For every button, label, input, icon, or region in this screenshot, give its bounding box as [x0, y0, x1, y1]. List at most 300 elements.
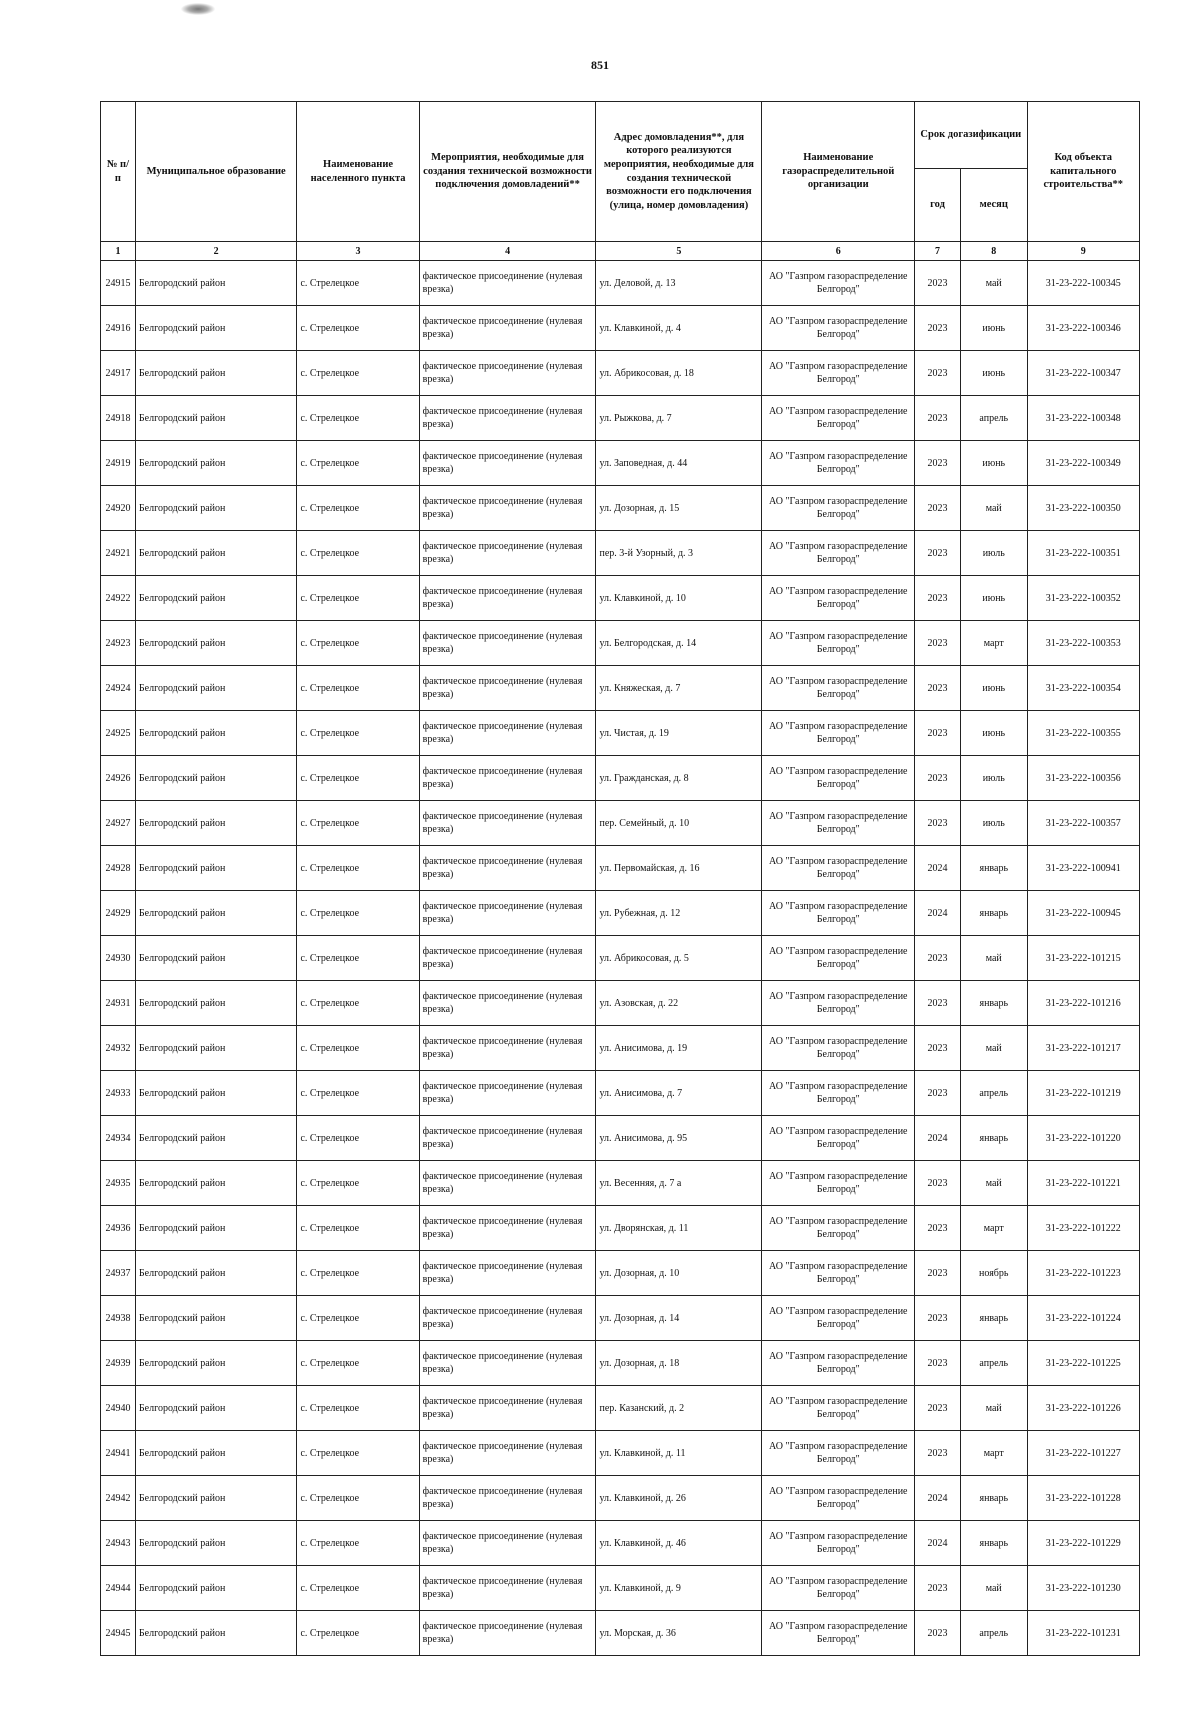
cell-code: 31-23-222-100941: [1027, 846, 1139, 891]
cell-org: АО "Газпром газораспределение Белгород": [762, 576, 915, 621]
table-row: [101, 1161, 1140, 1206]
cell-org: АО "Газпром газораспределение Белгород": [762, 1431, 915, 1476]
table-row: [101, 1341, 1140, 1386]
cell-measure: фактическое присоединение (нулевая врезка): [419, 711, 596, 756]
cell-month: июнь: [960, 441, 1027, 486]
cell-measure: фактическое присоединение (нулевая врезка): [419, 981, 596, 1026]
cell-municipality: Белгородский район: [135, 441, 297, 486]
cell-settlement: с. Стрелецкое: [297, 711, 419, 756]
cell-measure: фактическое присоединение (нулевая врезка): [419, 576, 596, 621]
table-row: [101, 531, 1140, 576]
cell-month: июнь: [960, 666, 1027, 711]
cell-settlement: с. Стрелецкое: [297, 1206, 419, 1251]
cell-num: 24934: [101, 1116, 136, 1161]
cell-address: пер. Казанский, д. 2: [596, 1386, 762, 1431]
cell-settlement: с. Стрелецкое: [297, 486, 419, 531]
cell-measure: фактическое присоединение (нулевая врезка): [419, 936, 596, 981]
cell-org: АО "Газпром газораспределение Белгород": [762, 846, 915, 891]
cell-settlement: с. Стрелецкое: [297, 1521, 419, 1566]
cell-municipality: Белгородский район: [135, 576, 297, 621]
cell-num: 24945: [101, 1611, 136, 1656]
cell-address: ул. Анисимова, д. 7: [596, 1071, 762, 1116]
cell-month: июль: [960, 756, 1027, 801]
cell-address: ул. Клавкиной, д. 4: [596, 306, 762, 351]
cell-year: 2024: [915, 1521, 961, 1566]
cell-month: апрель: [960, 1341, 1027, 1386]
cell-settlement: с. Стрелецкое: [297, 1026, 419, 1071]
cell-settlement: с. Стрелецкое: [297, 1431, 419, 1476]
cell-address: ул. Анисимова, д. 95: [596, 1116, 762, 1161]
cell-year: 2023: [915, 441, 961, 486]
cell-settlement: с. Стрелецкое: [297, 891, 419, 936]
cell-municipality: Белгородский район: [135, 1296, 297, 1341]
cell-code: 31-23-222-101230: [1027, 1566, 1139, 1611]
cell-org: АО "Газпром газораспределение Белгород": [762, 261, 915, 306]
cell-municipality: Белгородский район: [135, 666, 297, 711]
cell-settlement: с. Стрелецкое: [297, 1296, 419, 1341]
cell-num: 24925: [101, 711, 136, 756]
cell-measure: фактическое присоединение (нулевая врезка): [419, 396, 596, 441]
cell-code: 31-23-222-101215: [1027, 936, 1139, 981]
cell-num: 24935: [101, 1161, 136, 1206]
cell-settlement: с. Стрелецкое: [297, 576, 419, 621]
cell-org: АО "Газпром газораспределение Белгород": [762, 1251, 915, 1296]
cell-org: АО "Газпром газораспределение Белгород": [762, 1611, 915, 1656]
cell-year: 2023: [915, 351, 961, 396]
cell-num: 24944: [101, 1566, 136, 1611]
cell-address: ул. Дозорная, д. 14: [596, 1296, 762, 1341]
cell-measure: фактическое присоединение (нулевая врезка): [419, 801, 596, 846]
cell-month: май: [960, 261, 1027, 306]
table-row: [101, 486, 1140, 531]
cell-code: 31-23-222-101219: [1027, 1071, 1139, 1116]
cell-org: АО "Газпром газораспределение Белгород": [762, 711, 915, 756]
cell-year: 2024: [915, 1476, 961, 1521]
table-row: [101, 1026, 1140, 1071]
cell-month: январь: [960, 1476, 1027, 1521]
cell-org: АО "Газпром газораспределение Белгород": [762, 1296, 915, 1341]
cell-org: АО "Газпром газораспределение Белгород": [762, 981, 915, 1026]
cell-measure: фактическое присоединение (нулевая врезка): [419, 756, 596, 801]
cell-month: январь: [960, 1116, 1027, 1161]
cell-municipality: Белгородский район: [135, 1566, 297, 1611]
cell-settlement: с. Стрелецкое: [297, 306, 419, 351]
cell-measure: фактическое присоединение (нулевая врезка): [419, 306, 596, 351]
cell-municipality: Белгородский район: [135, 1476, 297, 1521]
cell-municipality: Белгородский район: [135, 1206, 297, 1251]
cell-year: 2023: [915, 1431, 961, 1476]
cell-measure: фактическое присоединение (нулевая врезка): [419, 1296, 596, 1341]
cell-code: 31-23-222-100356: [1027, 756, 1139, 801]
cell-num: 24915: [101, 261, 136, 306]
cell-municipality: Белгородский район: [135, 1431, 297, 1476]
cell-year: 2023: [915, 1386, 961, 1431]
cell-code: 31-23-222-100354: [1027, 666, 1139, 711]
cell-municipality: Белгородский район: [135, 936, 297, 981]
cell-month: ноябрь: [960, 1251, 1027, 1296]
cell-org: АО "Газпром газораспределение Белгород": [762, 756, 915, 801]
cell-settlement: с. Стрелецкое: [297, 801, 419, 846]
cell-measure: фактическое присоединение (нулевая врезка): [419, 1251, 596, 1296]
cell-month: апрель: [960, 1611, 1027, 1656]
cell-org: АО "Газпром газораспределение Белгород": [762, 396, 915, 441]
cell-municipality: Белгородский район: [135, 1341, 297, 1386]
cell-num: 24919: [101, 441, 136, 486]
cell-settlement: с. Стрелецкое: [297, 1611, 419, 1656]
table-row: [101, 1431, 1140, 1476]
cell-year: 2023: [915, 531, 961, 576]
table-row: [101, 1386, 1140, 1431]
table-row: [101, 756, 1140, 801]
cell-municipality: Белгородский район: [135, 1071, 297, 1116]
cell-measure: фактическое присоединение (нулевая врезка): [419, 1476, 596, 1521]
cell-municipality: Белгородский район: [135, 981, 297, 1026]
cell-code: 31-23-222-100349: [1027, 441, 1139, 486]
column-number: 3: [297, 242, 419, 261]
column-number: 4: [419, 242, 596, 261]
cell-settlement: с. Стрелецкое: [297, 756, 419, 801]
cell-code: 31-23-222-101220: [1027, 1116, 1139, 1161]
cell-year: 2023: [915, 936, 961, 981]
cell-address: ул. Деловой, д. 13: [596, 261, 762, 306]
cell-municipality: Белгородский район: [135, 306, 297, 351]
cell-code: 31-23-222-101217: [1027, 1026, 1139, 1071]
cell-org: АО "Газпром газораспределение Белгород": [762, 1386, 915, 1431]
table-row: [101, 396, 1140, 441]
cell-org: АО "Газпром газораспределение Белгород": [762, 1161, 915, 1206]
cell-settlement: с. Стрелецкое: [297, 666, 419, 711]
cell-address: пер. Семейный, д. 10: [596, 801, 762, 846]
table-row: [101, 351, 1140, 396]
cell-num: 24918: [101, 396, 136, 441]
cell-year: 2023: [915, 576, 961, 621]
cell-month: январь: [960, 1296, 1027, 1341]
header-month: месяц: [960, 169, 1027, 242]
cell-year: 2023: [915, 1341, 961, 1386]
cell-num: 24938: [101, 1296, 136, 1341]
cell-num: 24932: [101, 1026, 136, 1071]
cell-code: 31-23-222-100357: [1027, 801, 1139, 846]
cell-measure: фактическое присоединение (нулевая врезка): [419, 1431, 596, 1476]
header-year: год: [915, 169, 961, 242]
cell-num: 24922: [101, 576, 136, 621]
cell-address: ул. Морская, д. 36: [596, 1611, 762, 1656]
cell-measure: фактическое присоединение (нулевая врезка): [419, 441, 596, 486]
cell-month: апрель: [960, 1071, 1027, 1116]
cell-num: 24943: [101, 1521, 136, 1566]
cell-code: 31-23-222-101216: [1027, 981, 1139, 1026]
cell-address: ул. Весенняя, д. 7 а: [596, 1161, 762, 1206]
table-row: [101, 666, 1140, 711]
cell-org: АО "Газпром газораспределение Белгород": [762, 1116, 915, 1161]
cell-code: 31-23-222-101231: [1027, 1611, 1139, 1656]
cell-address: ул. Абрикосовая, д. 18: [596, 351, 762, 396]
cell-org: АО "Газпром газораспределение Белгород": [762, 441, 915, 486]
cell-code: 31-23-222-100347: [1027, 351, 1139, 396]
cell-measure: фактическое присоединение (нулевая врезка): [419, 846, 596, 891]
cell-settlement: с. Стрелецкое: [297, 1476, 419, 1521]
cell-org: АО "Газпром газораспределение Белгород": [762, 621, 915, 666]
cell-year: 2023: [915, 1026, 961, 1071]
table-row: [101, 981, 1140, 1026]
cell-year: 2023: [915, 711, 961, 756]
cell-num: 24920: [101, 486, 136, 531]
cell-municipality: Белгородский район: [135, 1026, 297, 1071]
table-row: [101, 1521, 1140, 1566]
cell-municipality: Белгородский район: [135, 756, 297, 801]
cell-month: май: [960, 1566, 1027, 1611]
cell-address: ул. Гражданская, д. 8: [596, 756, 762, 801]
cell-address: ул. Рыжкова, д. 7: [596, 396, 762, 441]
cell-num: 24930: [101, 936, 136, 981]
cell-month: январь: [960, 891, 1027, 936]
scan-artifact: [181, 3, 215, 15]
cell-address: ул. Дворянская, д. 11: [596, 1206, 762, 1251]
cell-measure: фактическое присоединение (нулевая врезка): [419, 891, 596, 936]
cell-address: ул. Клавкиной, д. 46: [596, 1521, 762, 1566]
cell-year: 2024: [915, 891, 961, 936]
cell-org: АО "Газпром газораспределение Белгород": [762, 891, 915, 936]
table-header: [101, 102, 1140, 242]
header-address: Адрес домовладения**, для которого реализуются мероприятия, необходимые для создания технической возможности его подключения (улица, номер домовладения): [596, 102, 762, 242]
cell-num: 24933: [101, 1071, 136, 1116]
cell-num: 24931: [101, 981, 136, 1026]
column-number: 2: [135, 242, 297, 261]
cell-settlement: с. Стрелецкое: [297, 621, 419, 666]
cell-address: ул. Дозорная, д. 10: [596, 1251, 762, 1296]
cell-settlement: с. Стрелецкое: [297, 531, 419, 576]
cell-year: 2023: [915, 261, 961, 306]
cell-address: ул. Абрикосовая, д. 5: [596, 936, 762, 981]
cell-num: 24937: [101, 1251, 136, 1296]
cell-code: 31-23-222-100345: [1027, 261, 1139, 306]
cell-address: ул. Клавкиной, д. 11: [596, 1431, 762, 1476]
cell-measure: фактическое присоединение (нулевая врезка): [419, 1206, 596, 1251]
cell-measure: фактическое присоединение (нулевая врезка): [419, 351, 596, 396]
cell-settlement: с. Стрелецкое: [297, 396, 419, 441]
cell-measure: фактическое присоединение (нулевая врезка): [419, 531, 596, 576]
cell-month: апрель: [960, 396, 1027, 441]
cell-measure: фактическое присоединение (нулевая врезка): [419, 1026, 596, 1071]
cell-month: июнь: [960, 576, 1027, 621]
cell-month: март: [960, 621, 1027, 666]
cell-settlement: с. Стрелецкое: [297, 1161, 419, 1206]
column-number: 8: [960, 242, 1027, 261]
cell-year: 2023: [915, 486, 961, 531]
cell-month: январь: [960, 1521, 1027, 1566]
cell-address: ул. Заповедная, д. 44: [596, 441, 762, 486]
cell-measure: фактическое присоединение (нулевая врезка): [419, 486, 596, 531]
cell-month: май: [960, 1026, 1027, 1071]
cell-code: 31-23-222-100351: [1027, 531, 1139, 576]
cell-code: 31-23-222-100350: [1027, 486, 1139, 531]
cell-num: 24940: [101, 1386, 136, 1431]
cell-code: 31-23-222-101222: [1027, 1206, 1139, 1251]
cell-address: ул. Дозорная, д. 15: [596, 486, 762, 531]
cell-code: 31-23-222-100348: [1027, 396, 1139, 441]
cell-municipality: Белгородский район: [135, 1251, 297, 1296]
cell-municipality: Белгородский район: [135, 1521, 297, 1566]
cell-measure: фактическое присоединение (нулевая врезка): [419, 1521, 596, 1566]
cell-settlement: с. Стрелецкое: [297, 1071, 419, 1116]
cell-settlement: с. Стрелецкое: [297, 1386, 419, 1431]
cell-year: 2023: [915, 396, 961, 441]
cell-org: АО "Газпром газораспределение Белгород": [762, 306, 915, 351]
cell-code: 31-23-222-101221: [1027, 1161, 1139, 1206]
cell-address: ул. Клавкиной, д. 26: [596, 1476, 762, 1521]
column-number: 5: [596, 242, 762, 261]
cell-measure: фактическое присоединение (нулевая врезка): [419, 1611, 596, 1656]
cell-month: июнь: [960, 711, 1027, 756]
cell-code: 31-23-222-100945: [1027, 891, 1139, 936]
cell-code: 31-23-222-101229: [1027, 1521, 1139, 1566]
cell-municipality: Белгородский район: [135, 396, 297, 441]
table-row: [101, 306, 1140, 351]
cell-address: ул. Рубежная, д. 12: [596, 891, 762, 936]
cell-org: АО "Газпром газораспределение Белгород": [762, 936, 915, 981]
cell-num: 24916: [101, 306, 136, 351]
cell-code: 31-23-222-100355: [1027, 711, 1139, 756]
cell-settlement: с. Стрелецкое: [297, 1116, 419, 1161]
table-row: [101, 1071, 1140, 1116]
cell-year: 2023: [915, 1206, 961, 1251]
cell-address: ул. Чистая, д. 19: [596, 711, 762, 756]
cell-code: 31-23-222-101226: [1027, 1386, 1139, 1431]
cell-municipality: Белгородский район: [135, 891, 297, 936]
cell-address: ул. Клавкиной, д. 9: [596, 1566, 762, 1611]
cell-org: АО "Газпром газораспределение Белгород": [762, 1341, 915, 1386]
table-row: [101, 261, 1140, 306]
cell-month: май: [960, 1161, 1027, 1206]
page-number: 851: [591, 58, 609, 72]
cell-code: 31-23-222-101227: [1027, 1431, 1139, 1476]
cell-org: АО "Газпром газораспределение Белгород": [762, 1206, 915, 1251]
cell-municipality: Белгородский район: [135, 1116, 297, 1161]
cell-municipality: Белгородский район: [135, 351, 297, 396]
cell-address: ул. Первомайская, д. 16: [596, 846, 762, 891]
cell-month: июль: [960, 531, 1027, 576]
cell-measure: фактическое присоединение (нулевая врезка): [419, 1566, 596, 1611]
cell-num: 24924: [101, 666, 136, 711]
table-row: [101, 1476, 1140, 1521]
cell-address: ул. Белгородская, д. 14: [596, 621, 762, 666]
cell-measure: фактическое присоединение (нулевая врезка): [419, 261, 596, 306]
cell-settlement: с. Стрелецкое: [297, 261, 419, 306]
column-number: 7: [915, 242, 961, 261]
cell-municipality: Белгородский район: [135, 261, 297, 306]
cell-org: АО "Газпром газораспределение Белгород": [762, 666, 915, 711]
cell-municipality: Белгородский район: [135, 1611, 297, 1656]
cell-num: 24917: [101, 351, 136, 396]
table-row: [101, 891, 1140, 936]
column-number: 6: [762, 242, 915, 261]
cell-num: 24942: [101, 1476, 136, 1521]
cell-org: АО "Газпром газораспределение Белгород": [762, 1071, 915, 1116]
column-number-row: [101, 242, 1140, 261]
header-settlement: Наименование населенного пункта: [297, 102, 419, 242]
cell-address: ул. Анисимова, д. 19: [596, 1026, 762, 1071]
cell-org: АО "Газпром газораспределение Белгород": [762, 1026, 915, 1071]
cell-year: 2023: [915, 1566, 961, 1611]
cell-measure: фактическое присоединение (нулевая врезка): [419, 621, 596, 666]
cell-month: январь: [960, 846, 1027, 891]
cell-year: 2023: [915, 981, 961, 1026]
cell-num: 24921: [101, 531, 136, 576]
cell-org: АО "Газпром газораспределение Белгород": [762, 1521, 915, 1566]
header-measures: Мероприятия, необходимые для создания технической возможности подключения домовладений**: [419, 102, 596, 242]
header-org: Наименование газораспределительной организации: [762, 102, 915, 242]
cell-settlement: с. Стрелецкое: [297, 441, 419, 486]
cell-org: АО "Газпром газораспределение Белгород": [762, 1476, 915, 1521]
cell-year: 2023: [915, 666, 961, 711]
cell-settlement: с. Стрелецкое: [297, 936, 419, 981]
gasification-table: [100, 101, 1140, 1656]
cell-settlement: с. Стрелецкое: [297, 1251, 419, 1296]
cell-num: 24926: [101, 756, 136, 801]
cell-month: июнь: [960, 306, 1027, 351]
table-body: [101, 261, 1140, 1656]
cell-measure: фактическое присоединение (нулевая врезка): [419, 1161, 596, 1206]
cell-year: 2024: [915, 1116, 961, 1161]
cell-measure: фактическое присоединение (нулевая врезка): [419, 1116, 596, 1161]
table-row: [101, 621, 1140, 666]
cell-municipality: Белгородский район: [135, 846, 297, 891]
cell-org: АО "Газпром газораспределение Белгород": [762, 801, 915, 846]
cell-year: 2024: [915, 846, 961, 891]
cell-month: январь: [960, 981, 1027, 1026]
table-row: [101, 1251, 1140, 1296]
cell-address: ул. Княжеская, д. 7: [596, 666, 762, 711]
cell-settlement: с. Стрелецкое: [297, 1341, 419, 1386]
header-municipality: Муниципальное образование: [135, 102, 297, 242]
header-code: Код объекта капитального строительства**: [1027, 102, 1139, 242]
cell-measure: фактическое присоединение (нулевая врезка): [419, 1341, 596, 1386]
cell-year: 2023: [915, 1071, 961, 1116]
cell-num: 24929: [101, 891, 136, 936]
cell-code: 31-23-222-100346: [1027, 306, 1139, 351]
cell-month: май: [960, 936, 1027, 981]
cell-municipality: Белгородский район: [135, 1386, 297, 1431]
table-row: [101, 936, 1140, 981]
table-row: [101, 711, 1140, 756]
cell-org: АО "Газпром газораспределение Белгород": [762, 1566, 915, 1611]
table-row: [101, 576, 1140, 621]
cell-num: 24927: [101, 801, 136, 846]
cell-measure: фактическое присоединение (нулевая врезка): [419, 1071, 596, 1116]
cell-address: ул. Азовская, д. 22: [596, 981, 762, 1026]
cell-municipality: Белгородский район: [135, 1161, 297, 1206]
cell-year: 2023: [915, 1251, 961, 1296]
cell-address: ул. Дозорная, д. 18: [596, 1341, 762, 1386]
cell-month: май: [960, 486, 1027, 531]
cell-org: АО "Газпром газораспределение Белгород": [762, 531, 915, 576]
cell-code: 31-23-222-100353: [1027, 621, 1139, 666]
table-row: [101, 846, 1140, 891]
cell-settlement: с. Стрелецкое: [297, 351, 419, 396]
cell-code: 31-23-222-100352: [1027, 576, 1139, 621]
cell-year: 2023: [915, 621, 961, 666]
cell-settlement: с. Стрелецкое: [297, 1566, 419, 1611]
cell-year: 2023: [915, 801, 961, 846]
cell-num: 24939: [101, 1341, 136, 1386]
table-row: [101, 1116, 1140, 1161]
table-row: [101, 801, 1140, 846]
cell-month: июнь: [960, 351, 1027, 396]
cell-org: АО "Газпром газораспределение Белгород": [762, 486, 915, 531]
cell-month: июль: [960, 801, 1027, 846]
cell-settlement: с. Стрелецкое: [297, 846, 419, 891]
cell-municipality: Белгородский район: [135, 531, 297, 576]
